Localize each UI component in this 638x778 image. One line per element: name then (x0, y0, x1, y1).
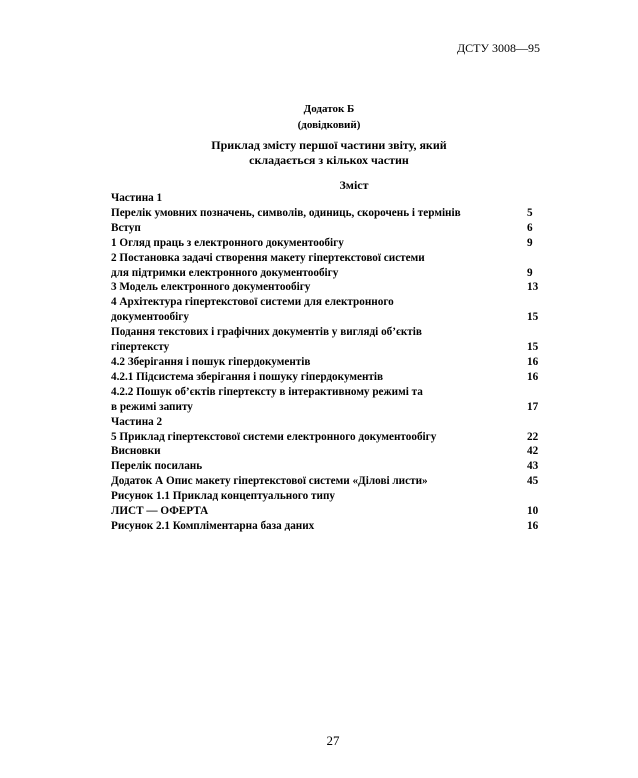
example-title-line-2: складається з кількох частин (249, 153, 409, 167)
toc-entry-text: 4.2.2 Пошук об’єктів гіпертексту в інтерактивному режимі та (111, 385, 423, 398)
toc-entry (111, 474, 547, 489)
toc-entry (111, 310, 547, 325)
toc-entry (111, 325, 547, 340)
toc-entry (111, 340, 547, 355)
toc-entry-text: 4.2 Зберігання і пошук гіпердокументів (111, 355, 311, 368)
toc-entry-text: Перелік умовних позначень, символів, одиниць, скорочень і термінів (111, 206, 461, 219)
toc-entry (111, 504, 547, 519)
toc-heading-text: Зміст (339, 178, 369, 192)
toc-entry (111, 236, 547, 251)
toc-entry (111, 266, 547, 281)
toc-entry-text: Подання текстових і графічних документів у вигляді об’єктів (111, 326, 422, 339)
toc-entry-page: 43 (527, 460, 539, 473)
toc-entry-text: 2 Постановка задачі створення макету гіпертекстової системи (111, 251, 425, 264)
annex-block (0, 101, 638, 133)
toc-entry (111, 206, 547, 221)
toc-entry-page: 15 (527, 311, 539, 324)
toc-entry (111, 400, 547, 415)
page-number (0, 733, 638, 749)
toc-entry-text: 5 Приклад гіпертекстової системи електронного документообігу (111, 430, 437, 443)
toc-entry (111, 415, 547, 430)
toc-entry-text: Частина 1 (111, 192, 163, 204)
toc-entry-text: ЛИСТ — ОФЕРТА (111, 505, 209, 518)
toc-entry-page: 16 (527, 355, 539, 368)
toc-entry-page: 5 (527, 206, 533, 219)
toc-entry (111, 355, 547, 370)
toc-entry (111, 459, 547, 474)
toc-entry-text: 3 Модель електронного документообігу (111, 281, 311, 294)
toc-entry-page: 45 (527, 475, 539, 488)
toc-entry-page: 9 (527, 266, 533, 279)
annex-note: (довідковий) (297, 119, 361, 131)
toc-entry-page: 22 (527, 430, 539, 443)
annex-title: Додаток Б (303, 103, 355, 115)
toc-entry-page: 15 (527, 341, 539, 354)
toc-entry-page: 13 (527, 281, 539, 294)
toc-entry (111, 444, 547, 459)
page-number-text: 27 (326, 733, 340, 748)
toc-entry (111, 385, 547, 400)
toc-entry-text: 1 Огляд праць з електронного документообігу (111, 236, 344, 249)
standard-code: ДСТУ 3008—95 (456, 41, 540, 55)
toc-entry-page: 9 (527, 236, 533, 249)
toc-entry-text: Рисунок 2.1 Компліментарна база даних (111, 519, 315, 532)
toc-entry-text: документообігу (111, 311, 189, 324)
toc-entry (111, 489, 547, 504)
toc-entry-text: Вступ (111, 221, 141, 234)
toc-entry-text: Додаток А Опис макету гіпертекстової системи «Ділові листи» (111, 475, 428, 488)
toc-entry-text: Частина 2 (111, 415, 163, 428)
toc-entry (111, 519, 547, 534)
toc-entry (111, 430, 547, 445)
toc-entry (111, 251, 547, 266)
toc-entry-text: Перелік посилань (111, 460, 203, 473)
toc-entry-page: 10 (527, 505, 539, 518)
toc-entry (111, 295, 547, 310)
toc-entry-page: 6 (527, 221, 533, 234)
toc-entry-text: Висновки (111, 445, 161, 458)
table-of-contents (111, 191, 547, 534)
toc-entry-text: гіпертексту (111, 341, 170, 354)
toc-entry (111, 191, 547, 206)
toc-entry-text: Рисунок 1.1 Приклад концептуального типу (111, 490, 335, 503)
toc-entry-text: для підтримки електронного документообігу (111, 266, 339, 279)
toc-entry (111, 370, 547, 385)
toc-entry-page: 16 (527, 519, 539, 532)
example-title (0, 138, 638, 168)
toc-entry-text: 4 Архітектура гіпертекстової системи для електронного (111, 296, 394, 309)
toc-entry-page: 17 (527, 400, 539, 413)
toc-entry (111, 280, 547, 295)
toc-entry-page: 42 (527, 445, 539, 458)
toc-entry-text: 4.2.1 Підсистема зберігання і пошуку гіпердокументів (111, 370, 384, 383)
toc-entry (111, 221, 547, 236)
example-title-line-1: Приклад змісту першої частини звіту, який (211, 138, 447, 152)
toc-entry-text: в режимі запиту (111, 400, 193, 413)
toc-entry-page: 16 (527, 370, 539, 383)
